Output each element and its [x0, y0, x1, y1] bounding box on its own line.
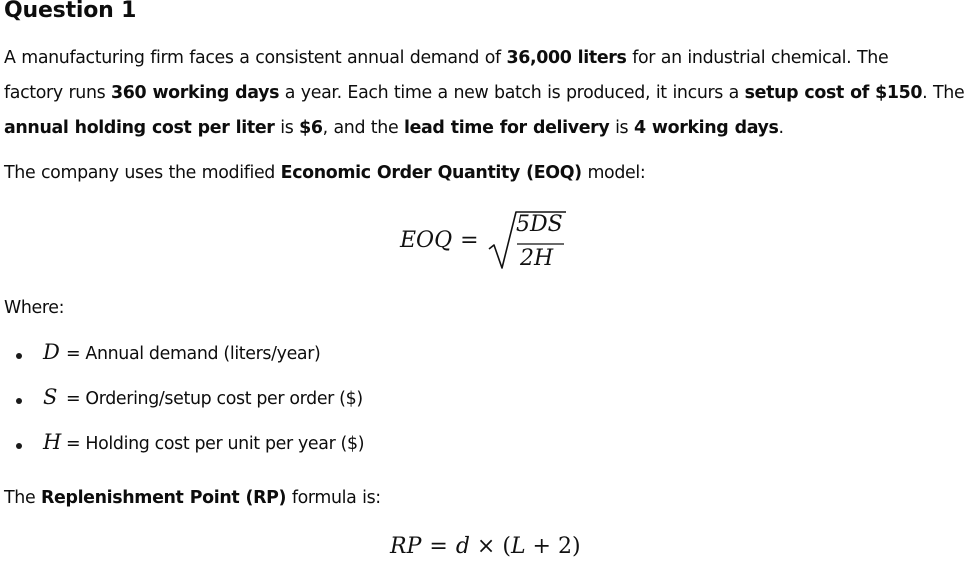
equals-sign: =: [429, 534, 448, 559]
lead-time-value: 4 working days: [633, 118, 779, 138]
list-item: [0, 340, 500, 370]
intro-text: A manufacturing firm faces a consistent annual demand of: [4, 48, 507, 68]
definition-symbol: H: [43, 430, 62, 454]
times-sign: ×: [476, 534, 496, 559]
rp-intro-text: formula is:: [286, 488, 381, 508]
model-intro-text: model:: [581, 163, 646, 183]
equals-sign: =: [460, 228, 479, 253]
intro-text: is: [274, 118, 300, 138]
intro-text: for an industrial chemical. The: [626, 48, 889, 68]
plus-sign: +: [532, 534, 551, 559]
definition-symbol: S: [43, 385, 58, 409]
model-intro-text: The company uses the modified: [4, 163, 281, 183]
working-days-value: 360 working days: [111, 83, 280, 103]
intro-text: . The: [922, 83, 964, 103]
eoq-model-name: Economic Order Quantity (EOQ): [280, 163, 582, 183]
rp-symbol: RP: [390, 534, 422, 559]
definition-symbol: D: [43, 340, 60, 364]
rp-name: Replenishment Point (RP): [40, 488, 287, 508]
setup-cost-value: setup cost of $150: [744, 83, 923, 103]
holding-cost-value: $6: [299, 118, 323, 138]
lead-time-label: lead time for delivery: [403, 118, 610, 138]
daily-demand-symbol: d: [455, 534, 470, 559]
rp-formula: [390, 534, 581, 559]
intro-line-2: [4, 83, 964, 103]
rp-intro-text: The: [4, 488, 41, 508]
intro-text: .: [778, 118, 784, 138]
open-paren: (: [502, 534, 511, 559]
intro-text: is: [609, 118, 634, 138]
bullet-icon: [16, 443, 22, 449]
list-item: [0, 385, 500, 415]
eoq-symbol: EOQ: [400, 228, 453, 253]
question-title: Question 1: [4, 0, 137, 23]
bullet-icon: [16, 398, 22, 404]
bullet-icon: [16, 353, 22, 359]
lead-time-symbol: L: [510, 534, 526, 559]
definition-text: = Ordering/setup cost per order ($): [66, 389, 363, 409]
intro-text: , and the: [322, 118, 404, 138]
definition-text: = Holding cost per unit per year ($): [66, 434, 365, 454]
eoq-numerator: 5DS: [516, 212, 563, 237]
rp-intro: [4, 488, 381, 508]
intro-line-3: [4, 118, 784, 138]
model-intro: [4, 163, 645, 183]
list-item: [0, 430, 500, 460]
definition-text: = Annual demand (liters/year): [66, 344, 321, 364]
eoq-formula: [400, 206, 600, 276]
eoq-formula-lhs: [400, 228, 487, 253]
annual-demand-value: 36,000 liters: [506, 48, 627, 68]
where-label: Where:: [4, 298, 65, 318]
close-paren: ): [571, 534, 581, 559]
intro-line-1: [4, 48, 888, 68]
holding-cost-label: annual holding cost per liter: [4, 118, 275, 138]
intro-text: factory runs: [4, 83, 112, 103]
intro-text: a year. Each time a new batch is produced, it incurs a: [279, 83, 745, 103]
number-two: 2: [557, 534, 572, 559]
eoq-denominator: 2H: [520, 246, 554, 271]
